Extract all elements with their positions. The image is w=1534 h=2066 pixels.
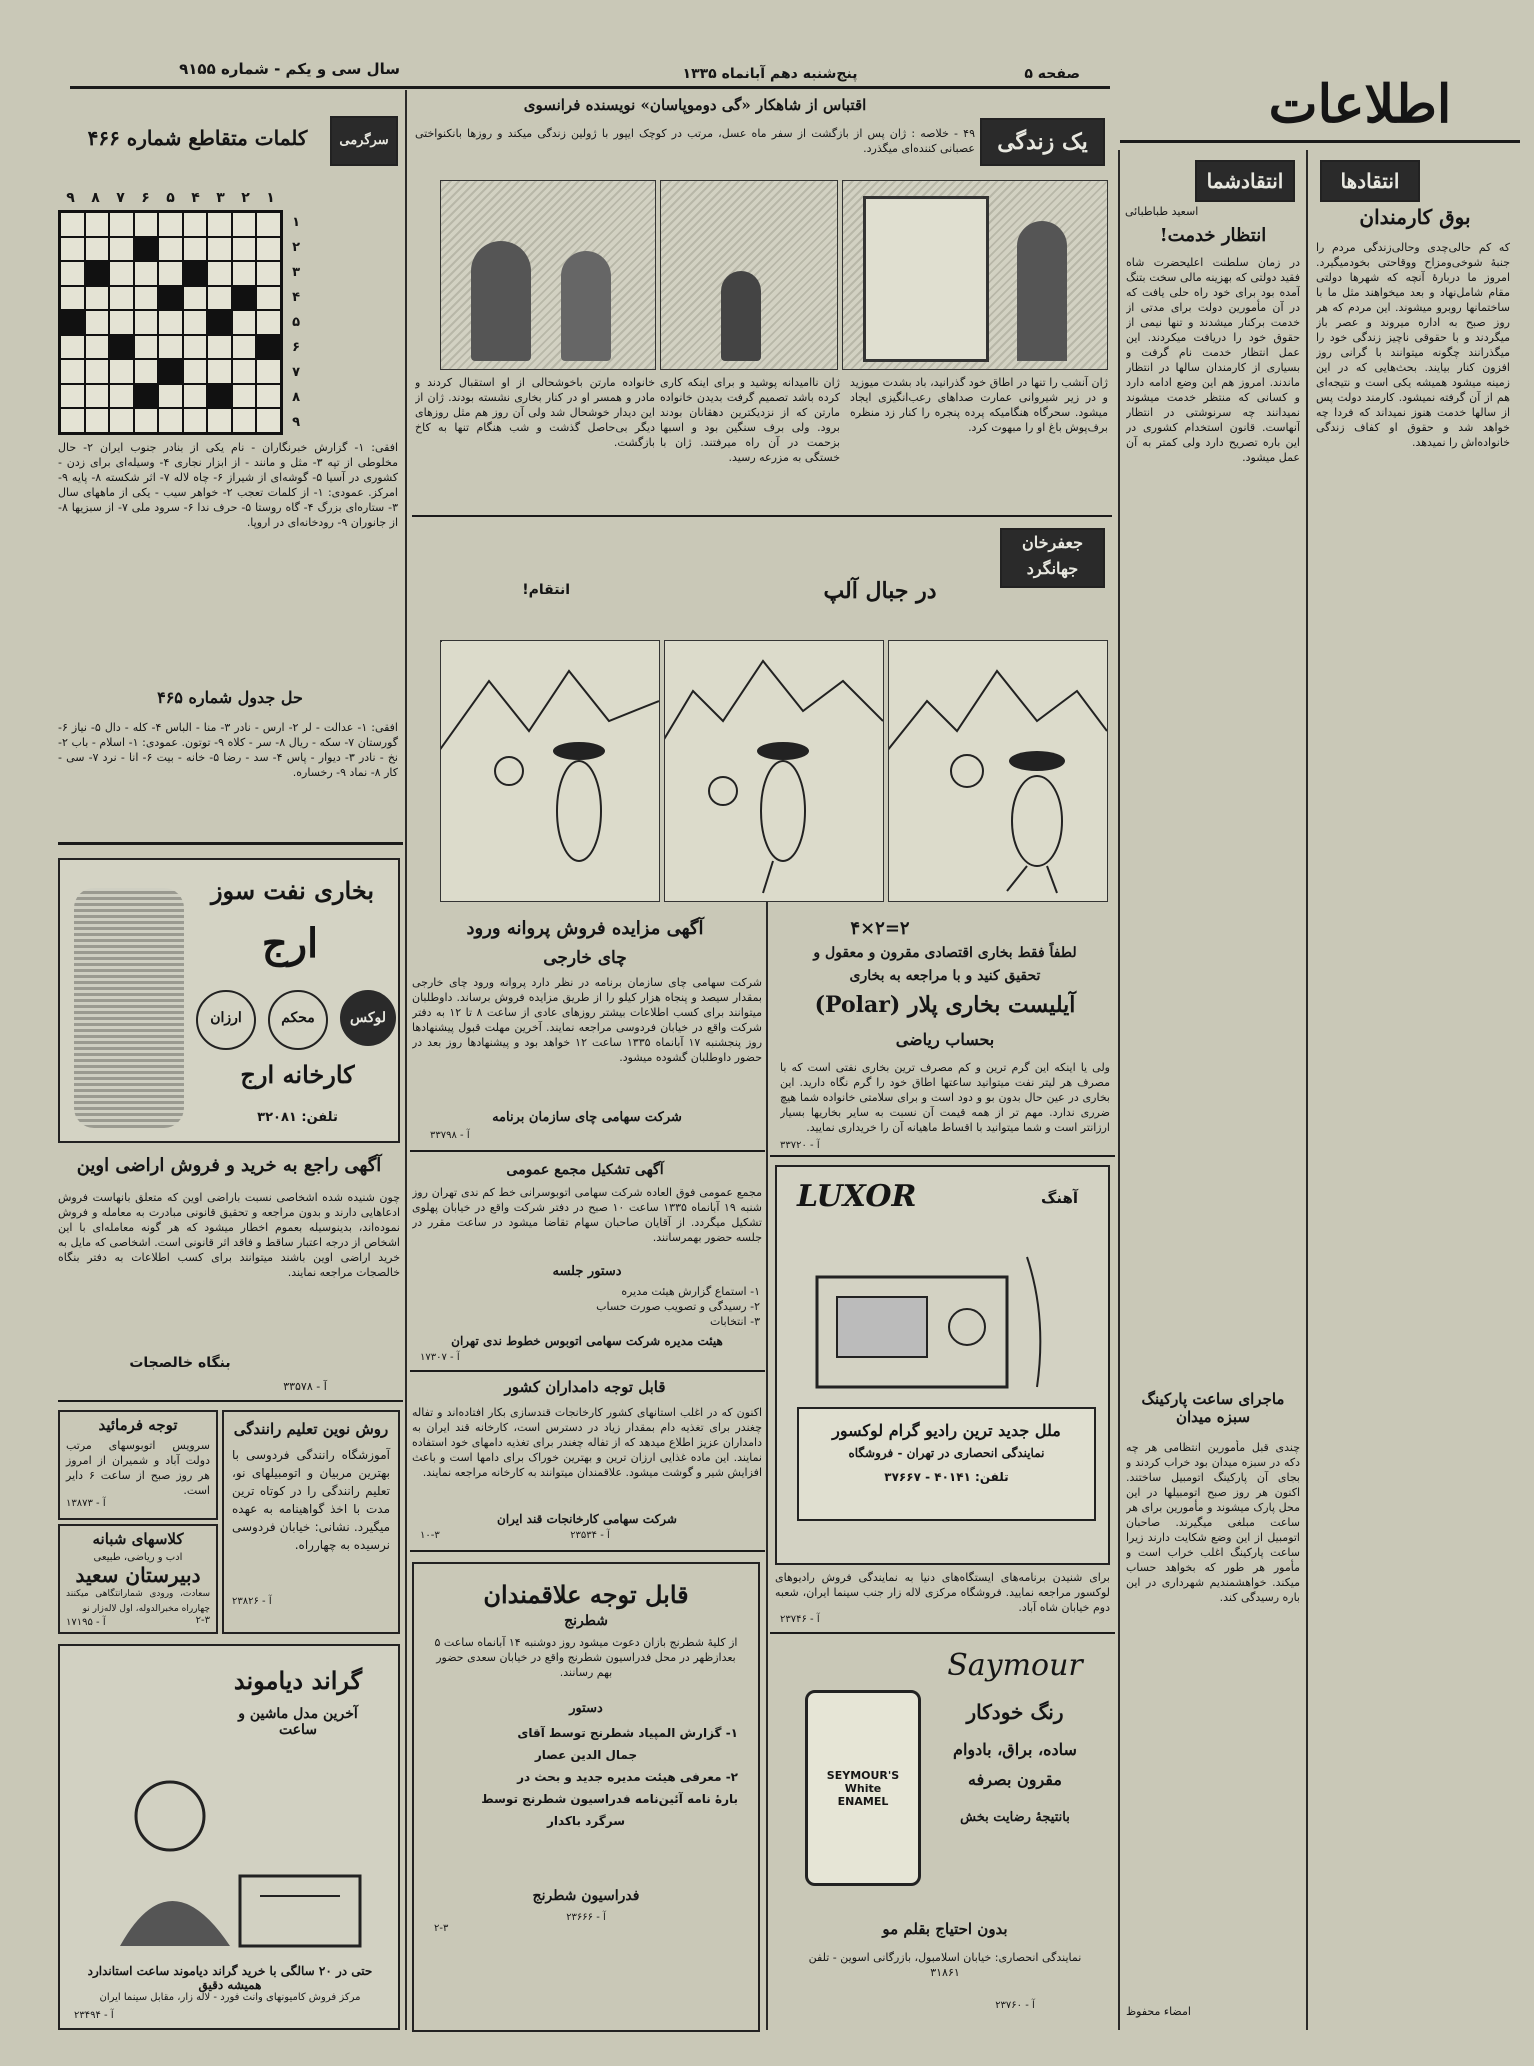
row-number: ۹ bbox=[292, 415, 300, 430]
agenda-item: سرگرد باکدار bbox=[547, 1814, 625, 1828]
sugar-signer: شرکت سهامی کارخانجات قند ایران bbox=[497, 1512, 677, 1526]
crossword-cell bbox=[134, 212, 159, 237]
crossword-cell bbox=[85, 261, 110, 286]
divider-4 bbox=[766, 900, 768, 2030]
heater-brand: ارج bbox=[261, 920, 319, 967]
col2-signature: امضاء محفوظ bbox=[1126, 2005, 1191, 2018]
agenda-item: بارهٔ نامه آئین‌نامه فدراسیون شطرنج توسط bbox=[481, 1792, 738, 1806]
crossword-cell bbox=[109, 359, 134, 384]
crossword-cell bbox=[232, 310, 257, 335]
crossword-cell bbox=[109, 335, 134, 360]
crossword-cell bbox=[60, 286, 85, 311]
crossword-cell bbox=[109, 286, 134, 311]
polar-body: ولی یا اینکه این گرم ترین و کم مصرف ترین بخاری نفتی است که با مصرف هر لیتر نفت میتوانید ساعتها اطاق خود را گرم نگاه دارید. این بخاری در عین حال بدون بو و دود است و برای سلامتی خانواده شما هیچ ضرری ندارد. مهم تر از همه قیمت آن نسبت به سایر بخاریها بسیار ارزانتر است و شما میتوانید با اقساط ماهیانه آن را خریداری نمایید. bbox=[780, 1061, 1110, 1134]
school-name: دبیرستان سعید bbox=[75, 1563, 201, 1587]
tea-code: آ - ۳۳۷۹۸ bbox=[430, 1130, 470, 1141]
driving-title: روش نوین تعلیم رانندگی bbox=[233, 1420, 389, 1438]
crossword-cell bbox=[85, 237, 110, 262]
crossword-cell bbox=[60, 359, 85, 384]
crossword-solution-title: حل جدول شماره ۴۶۵ bbox=[157, 688, 303, 707]
divider-3 bbox=[405, 90, 407, 2030]
crossword-cell bbox=[207, 237, 232, 262]
story-panel-2 bbox=[660, 180, 838, 370]
crossword-cell bbox=[207, 408, 232, 433]
luxor-footer: برای شنیدن برنامه‌های ایستگاه‌های دنیا به نمایندگی فروش رادیوهای لوکسور مراجعه نمایید. فروشگاه مرکزی لاله زار جنب سینما ایران، شعبه دوم خیابان شاه آباد. bbox=[775, 1571, 1110, 1614]
land-body: چون شنیده شده اشخاصی نسبت باراضی اوین که متعلق بانهاست فروش ادعاهایی دارند و بدون مراجعه و تحقیق قانونی مبادرت به معامله و فروش نموده‌اند، بدینوسیله بعموم اخطار میشود که هر گونه معامله‌ای با این اشخاص از درجه اعتبار ساقط و فاقد اثر قانونی است. اشخاصی که مایل به خرید اراضی اوین باشند میتوانند برای کسب اطلاعات به دفتر بنگاه خالصجات مراجعه نمایند. bbox=[58, 1191, 400, 1279]
chess-title: قابل توجه علاقمندان bbox=[483, 1580, 689, 1609]
chess-num: ۲-۳ bbox=[434, 1923, 449, 1934]
assembly-agenda bbox=[560, 1284, 760, 1329]
heater-title: بخاری نفت سوز bbox=[210, 876, 375, 905]
crossword-cell bbox=[134, 408, 159, 433]
saymour-code: آ - ۲۳۷۶۰ bbox=[995, 2000, 1035, 2011]
agenda-item: ۲- رسیدگی و تصویب صورت حساب bbox=[596, 1300, 760, 1313]
luxor-phone: تلفن: ۴۰۱۴۱ - ۳۷۶۶۷ bbox=[884, 1470, 1009, 1484]
crossword-cell bbox=[85, 335, 110, 360]
crossword-cell bbox=[158, 286, 183, 311]
col-number: ۸ bbox=[91, 190, 100, 206]
crossword-cell bbox=[183, 212, 208, 237]
heater-word: محکم bbox=[268, 990, 328, 1050]
grand-title: گراند دیاموند bbox=[233, 1666, 363, 1695]
col-number: ۶ bbox=[141, 190, 150, 206]
story-header: اقتباس از شاهکار «گی دوموپاسان» نویسنده فرانسوی bbox=[523, 96, 867, 114]
crossword-cell bbox=[232, 408, 257, 433]
grand-illustration bbox=[80, 1756, 380, 1956]
col-number: ۴ bbox=[191, 190, 200, 206]
sugar-code: آ - ۲۳۵۳۴ bbox=[570, 1530, 610, 1541]
saymour-line1: ساده، براق، بادوام bbox=[953, 1740, 1077, 1759]
crossword-cell bbox=[232, 359, 257, 384]
crossword-cell bbox=[158, 408, 183, 433]
crossword-cell bbox=[85, 212, 110, 237]
row-number: ۶ bbox=[292, 340, 300, 355]
driving-body: آموزشگاه رانندگی فردوسی با بهترین مربیان و اتومبیلهای نو، تعلیم رانندگی را در کوتاه ترین مدت با اخذ گواهینامه به عهده میگیرد. نشانی: خیابان فردوسی نرسیده به چهارراه. bbox=[232, 1448, 390, 1552]
crossword-cell bbox=[134, 286, 159, 311]
story-caption-3: خانواده مارتن باخوشحالی از او استقبال کردند و مادر و همسر او در کنار بخاری نشسته بودند. ژان از این دیدار خوشحال شد ولی آن روز هم مثل روزهای دیگر بی‌حاصل گذشت و شب هنگام تنها به کاخ بازگشت. bbox=[415, 376, 655, 449]
crossword-cell bbox=[183, 261, 208, 286]
comic-panel-1 bbox=[888, 640, 1108, 902]
chess-agenda-title: دستور bbox=[569, 1701, 603, 1716]
heater-word: لوکس bbox=[340, 990, 396, 1046]
crossword-grid bbox=[58, 210, 283, 435]
grand-footer: حتی در ۲۰ سالگی با خرید گراند دیاموند ساعت استاندارد همیشه دقیق bbox=[87, 1964, 373, 1992]
page-number: صفحه ۵ bbox=[1024, 66, 1080, 82]
crossword-title: کلمات متقاطع شماره ۴۶۶ bbox=[87, 126, 308, 150]
chess-ad bbox=[412, 1562, 760, 2032]
tea-title: آگهی مزایده فروش پروانه ورود bbox=[466, 918, 704, 939]
col2-sub-body: چندی قبل مأمورین انتظامی هر چه دکه در سبزه میدان بود خراب کردند و بجای آن پارکینگ اتومبیل ساختند. اکنون هر روز صبح اتومبیلها در این محل پارک میشوند و مأمورین برای هر ساعت مبلغی میگیرند. صاحبان اتومبیل از این وضع شکایت دارند زیرا ساعت پارکینگ اغلب خراب است و مأمور هر طور که بخواهد حساب میکند. خواهشمندیم شهرداری در این باره رسیدگی کند. bbox=[1126, 1441, 1300, 1604]
crossword-cell bbox=[158, 212, 183, 237]
crossword-cell bbox=[207, 335, 232, 360]
col-number: ۲ bbox=[241, 190, 250, 206]
crossword-rule bbox=[58, 842, 403, 845]
crossword-cell bbox=[158, 384, 183, 409]
crossword-cell bbox=[60, 261, 85, 286]
assembly-signer: هیئت مدیره شرکت سهامی اتوبوس خطوط ندی تهران bbox=[451, 1334, 723, 1348]
crossword-cell bbox=[85, 310, 110, 335]
crossword-cell bbox=[256, 237, 281, 262]
crossword-cell bbox=[183, 237, 208, 262]
luxor-radio-image bbox=[807, 1247, 1057, 1397]
saymour-line2: مقرون بصرفه bbox=[968, 1770, 1062, 1789]
crossword-cell bbox=[134, 335, 159, 360]
polar-product: آیلیست بخاری پلار (Polar) bbox=[814, 992, 1076, 1018]
saymour-sub: بدون احتیاج بقلم مو bbox=[882, 1920, 1008, 1938]
crossword-cell bbox=[85, 286, 110, 311]
crossword-cell bbox=[207, 384, 232, 409]
crossword-cell bbox=[134, 261, 159, 286]
heater-words bbox=[196, 990, 396, 1050]
col-number: ۳ bbox=[216, 190, 225, 206]
school-code: آ - ۱۷۱۹۵ bbox=[66, 1617, 106, 1628]
crossword-cell bbox=[158, 359, 183, 384]
school-title: کلاسهای شبانه bbox=[92, 1530, 184, 1548]
crossword-cell bbox=[109, 212, 134, 237]
story-caption-1: ژان آنشب را تنها در اطاق خود گذرانید، باد بشدت میوزید و در زیر شیروانی عمارت صداهای رعب‌انگیزی ایجاد میشود. سحرگاه هنگامیکه پرده پنجره را کنار زد منظره برف‌پوش باغ او را مبهوت کرد. bbox=[850, 376, 1108, 434]
polar-sub: بحساب ریاضی bbox=[895, 1030, 995, 1049]
heater-word: ارزان bbox=[196, 990, 256, 1050]
luxor-line2: نمایندگی انحصاری در تهران - فروشگاه bbox=[848, 1446, 1045, 1460]
polar-rule bbox=[770, 1155, 1115, 1157]
luxor-line1: ملل جدید ترین رادیو گرام لوکسور bbox=[832, 1421, 1061, 1440]
story-panel-1 bbox=[842, 180, 1108, 370]
crossword-cell bbox=[60, 237, 85, 262]
story-tag: یک زندگی bbox=[980, 118, 1105, 166]
chess-signer: فدراسیون شطرنج bbox=[532, 1888, 640, 1904]
saymour-can bbox=[805, 1690, 921, 1886]
saymour-line3: بانتیجهٔ رضایت بخش bbox=[960, 1810, 1070, 1825]
heater-phone: تلفن: ۳۲۰۸۱ bbox=[257, 1110, 338, 1125]
school-num: ۲-۳ bbox=[195, 1615, 210, 1626]
assembly-agenda-title: دستور جلسه bbox=[552, 1264, 622, 1279]
crossword-tag: سرگرمی bbox=[330, 116, 398, 166]
grand-sub: آخرین مدل ماشین و ساعت bbox=[238, 1706, 358, 1738]
saymour-ad bbox=[775, 1640, 1110, 2030]
chess-subtitle: شطرنج bbox=[564, 1613, 608, 1629]
chess-code: آ - ۲۳۶۶۶ bbox=[566, 1912, 606, 1923]
grand-ad bbox=[58, 1644, 400, 2030]
luxor-brand: LUXOR bbox=[797, 1179, 917, 1214]
tea-rule bbox=[410, 1150, 765, 1152]
sugar-num: ۱۰-۳ bbox=[420, 1530, 440, 1541]
crossword-cell bbox=[207, 261, 232, 286]
crossword-cell bbox=[256, 286, 281, 311]
driving-code: آ - ۲۳۸۲۶ bbox=[232, 1596, 272, 1607]
crossword-cell bbox=[109, 408, 134, 433]
assembly-rule bbox=[410, 1370, 765, 1372]
crossword-cell bbox=[134, 237, 159, 262]
crossword-cell bbox=[256, 384, 281, 409]
crossword-cell bbox=[85, 408, 110, 433]
agenda-item: ۳- انتخابات bbox=[709, 1315, 760, 1328]
heater-ad bbox=[58, 858, 400, 1143]
agenda-item: ۱- استماع گزارش هیئت مدیره bbox=[621, 1285, 760, 1298]
crossword-cell bbox=[134, 384, 159, 409]
assembly-body: مجمع عمومی فوق العاده شرکت سهامی اتوبوسرانی خط کم ندی تهران روز شنبه ۱۹ آبانماه ۱۳۳۵ ساعت ۱۰ صبح در دفتر شرکت واقع در خیابان پهلوی تشکیل میگردد. از آقایان صاحبان سهام تقاضا میشود در ساعت مقرر در جلسه حضور بهمرسانند. bbox=[412, 1186, 762, 1244]
crossword-cell bbox=[158, 261, 183, 286]
story-rule bbox=[412, 515, 1112, 517]
assembly-title: آگهی تشکیل مجمع عمومی bbox=[506, 1162, 664, 1178]
heater-image bbox=[74, 888, 184, 1128]
crossword-cell bbox=[158, 310, 183, 335]
saymour-can-label: SEYMOUR'S White ENAMEL bbox=[826, 1768, 900, 1808]
luxor-code: آ - ۲۳۷۴۶ bbox=[780, 1614, 820, 1625]
crossword-cell bbox=[183, 335, 208, 360]
comic-panel-3-art bbox=[440, 641, 659, 902]
comic-panel-2 bbox=[664, 640, 884, 902]
crossword-cell bbox=[158, 237, 183, 262]
crossword-cell bbox=[256, 335, 281, 360]
crossword-cell bbox=[232, 335, 257, 360]
crossword-cell bbox=[183, 384, 208, 409]
saymour-brand: Saymour bbox=[947, 1648, 1083, 1683]
chess-agenda bbox=[414, 1716, 758, 1838]
polar-line2: تحقیق کنید و با مراجعه به بخاری bbox=[849, 968, 1041, 984]
crossword-solution: افقی: ۱- عدالت - لر ۲- ارس - نادر ۳- منا - الباس ۴- کله - دال ۵- نیاز ۶- گورستان ۷- سکه - ریال ۸- سر - کلاه ۹- توتون. عمودی: ۱- اسلام - باب ۲- نخ - نادر ۳- دیوار - پاس ۴- سد - رضا ۵- خانه - بیت ۶- انا - نرد ۷- سی - کار ۸- نماد ۹- رخساره. bbox=[58, 721, 398, 779]
luxor-rule bbox=[770, 1632, 1115, 1634]
crossword-cell bbox=[183, 310, 208, 335]
comic-number: انتقام! bbox=[522, 582, 570, 598]
heater-factory: کارخانه ارج bbox=[240, 1060, 355, 1089]
crossword-cell bbox=[256, 310, 281, 335]
saymour-title: رنگ خودکار bbox=[966, 1700, 1064, 1724]
crossword-cell bbox=[183, 408, 208, 433]
comic-panel-2-art bbox=[664, 641, 883, 902]
comic-panel-3 bbox=[440, 640, 660, 902]
crossword-cell bbox=[60, 212, 85, 237]
crossword-cell bbox=[232, 384, 257, 409]
col2-author: اسعید طباطبائی bbox=[1125, 205, 1199, 218]
grand-code: آ - ۲۳۴۹۴ bbox=[74, 2010, 114, 2021]
row-number: ۷ bbox=[292, 365, 300, 380]
crossword-cell bbox=[256, 261, 281, 286]
story-caption-2: ژان ناامیدانه پوشید و برای اینکه کاری کرده باشد تصمیم گرفت بدیدن خانواده مارتن که از نزدیکترین دهقانان بودند برود. ولی برف سنگین بود و اسبها بزحمت در آن راه میرفتند. ژان با خستگی به مزرعه رسید. bbox=[660, 376, 840, 464]
crossword-cell bbox=[158, 335, 183, 360]
notice1-title: توجه فرمائید bbox=[98, 1416, 178, 1434]
editorial-title: بوق کارمندان bbox=[1359, 205, 1471, 229]
school-ad bbox=[58, 1524, 218, 1634]
editorial-tag: انتقادها bbox=[1320, 160, 1420, 202]
crossword-cell bbox=[85, 384, 110, 409]
crossword-cell bbox=[109, 384, 134, 409]
comic-panel-1-art bbox=[888, 641, 1107, 902]
row-number: ۴ bbox=[292, 290, 300, 305]
crossword-cell bbox=[134, 310, 159, 335]
agenda-item: جمال الدین عصار bbox=[534, 1748, 638, 1762]
crossword-cell bbox=[232, 286, 257, 311]
col-number: ۹ bbox=[66, 190, 75, 206]
crossword-cell bbox=[232, 212, 257, 237]
story-panel-3 bbox=[440, 180, 656, 370]
story-summary: ۴۹ - خلاصه : ژان پس از بازگشت از سفر ماه عسل، مرتب در کوچک ایپور با ژولین زندگی میکند و روزها بانکنواختی عصبانی کننده‌ای میگذرد. bbox=[415, 127, 975, 155]
driving-ad bbox=[222, 1410, 400, 1634]
masthead-rule bbox=[70, 86, 1110, 89]
sugar-title: قابل توجه دامداران کشور bbox=[504, 1378, 666, 1396]
crossword-cell bbox=[207, 212, 232, 237]
crossword-cell bbox=[256, 408, 281, 433]
issue-number: سال سی و یکم - شماره ۹۱۵۵ bbox=[179, 60, 400, 78]
saymour-footer: نمایندگی انحصاری: خیابان اسلامبول، بازرگانی اسوین - تلفن ۳۱۸۶۱ bbox=[808, 1951, 1082, 1979]
polar-banner: ۴×۲=۲ bbox=[850, 918, 910, 939]
crossword-cell bbox=[109, 261, 134, 286]
row-number: ۳ bbox=[292, 265, 300, 280]
col-number: ۷ bbox=[116, 190, 125, 206]
land-title: آگهی راجع به خرید و فروش اراضی اوین bbox=[76, 1155, 382, 1176]
crossword-cell bbox=[109, 237, 134, 262]
issue-date: پنج‌شنبه دهم آبانماه ۱۳۳۵ bbox=[682, 66, 858, 82]
polar-line1: لطفاً فقط بخاری اقتصادی مقرون و معقول و bbox=[813, 945, 1077, 961]
col2-sub-title: ماجرای ساعت پارکینگ سبزه میدان bbox=[1141, 1390, 1285, 1426]
comic-subtitle: در جبال آلپ bbox=[823, 578, 937, 604]
row-number: ۱ bbox=[292, 215, 300, 230]
masthead-rule-2 bbox=[1120, 140, 1520, 143]
masthead-logo: اطلاعات bbox=[1268, 74, 1452, 135]
col2-title: انتظار خدمت! bbox=[1159, 225, 1267, 246]
col2-body: در زمان سلطنت اعلیحضرت شاه فقید دولتی که بهزینه مالی سخت بتنگ آمده بود برای خود راه حلی یافت که در آن مأمورین دولت برای مدتی از خدمت برکنار میشدند و تنها نیمی از حقوق خود را دریافت میکردند. این عمل انتظار خدمت نام گرفت و بسیاری از کارمندان سالها در انتظار ماندند. امروز هم این وضع ادامه دارد و کسانی که منتظر خدمت میشوند نمیدانند چه سرنوشتی در انتظار آنهاست. قانون استخدام کشوری در این باره تصریح دارد ولی کمتر به آن عمل میشود. bbox=[1126, 256, 1300, 464]
agenda-item: ۱- گزارش المپیاد شطرنج توسط آقای bbox=[517, 1726, 738, 1740]
land-code: آ - ۳۳۵۷۸ bbox=[283, 1380, 327, 1393]
crossword-cell bbox=[134, 359, 159, 384]
tea-body: شرکت سهامی چای سازمان برنامه در نظر دارد پروانه ورود چای خارجی بمقدار سیصد و پنجاه هزار کیلو را از طریق مزایده فروش برساند. داوطلبان میتوانند برای کسب اطلاعات بیشتر روزهای عادی از ساعت ۸ تا ۱۲ به دفتر شرکت واقع در خیابان فردوسی مراجعه نمایند. آخرین مهلت قبول پیشنهادها روز پنجشنبه ۱۷ آبانماه ۱۳۳۵ ساعت ۱۲ خواهد بود و پیشنهادها روز بعد در حضور داوطلبان گشوده میشود. bbox=[412, 976, 762, 1064]
sugar-body: اکنون که در اغلب استانهای کشور کارخانجات قندسازی بکار افتاده‌اند و تفاله چغندر برای تغذیه دام بمقدار زیاد در دسترس است، کارخانه قند ایران به دامداران عزیز اطلاع میدهد که از تفاله چغندر برای تغذیه دامهای خود استفاده نمایند. این ماده غذایی ارزان ترین و بهترین خوراک برای دامها است و باعث افزایش شیر و گوشت میشود. علاقمندان میتوانند به کارخانه مراجعه نمایند. bbox=[412, 1406, 762, 1479]
crossword-cell bbox=[256, 359, 281, 384]
divider-2 bbox=[1118, 150, 1120, 2030]
luxor-ad bbox=[775, 1165, 1110, 1565]
crossword-row-numbers bbox=[284, 210, 300, 435]
crossword-cell bbox=[60, 408, 85, 433]
notice1-ad bbox=[58, 1410, 218, 1520]
tea-signer: شرکت سهامی چای سازمان برنامه bbox=[492, 1110, 682, 1125]
assembly-code: آ - ۱۷۳۰۷ bbox=[420, 1352, 460, 1363]
school-body: سعادت، ورودی شمارانتگاهی میکنند چهارراه مخبرالدوله، اول لاله‌زار نو bbox=[66, 1589, 210, 1614]
crossword-cell bbox=[256, 212, 281, 237]
crossword-cell bbox=[232, 237, 257, 262]
editorial-body: که کم حالی‌چدی وحالی‌زندگی مردم را جنبهٔ شوخی‌ومزاح ووقاحتی بخودمیگیرد. امروز ما دربارهٔ آنچه که شهرها دولتی مقام شامل‌نهاد و بعد میخواهند مثل ما با ساختمانها روبرو میشوند. این مردم که هر روز صبح به اداره میروند و عصر باز میگردند و با حقوقی ناچیز زندگی خود را میگذرانند چگونه میتوانند با گرانی روز افزون کنار بیایند. بحث‌هایی که در این زمینه میشود همیشه یکی است و نتیجه‌ای هم از آن گرفته نمیشود. کارمند دولت پس از سالها خدمت هنوز نمیداند که فردا چه خواهد شد و حقوق او کفاف زندگی خانواده‌اش را نمیدهد. bbox=[1316, 241, 1510, 449]
crossword-cell bbox=[183, 286, 208, 311]
row-number: ۲ bbox=[292, 240, 300, 255]
school-sub: ادب و ریاضی، طبیعی bbox=[93, 1552, 183, 1563]
crossword-cell bbox=[207, 310, 232, 335]
chess-body: از کلیهٔ شطرنج بازان دعوت میشود روز دوشنبه ۱۴ آبانماه ساعت ۵ بعدازظهر در محل فدراسیون شطرنج واقع در خیابان سعدی حضور بهم رسانند. bbox=[434, 1636, 738, 1679]
crossword-cell bbox=[183, 359, 208, 384]
sugar-rule bbox=[410, 1550, 765, 1552]
luxor-model: آهنگ bbox=[1040, 1189, 1078, 1207]
crossword-cell bbox=[60, 335, 85, 360]
agenda-item: ۲- معرفی هیئت مدیره جدید و بحث در bbox=[517, 1770, 738, 1784]
comic-panel-4 bbox=[440, 640, 442, 642]
comic-title: جعفرخان جهانگرد bbox=[1000, 528, 1105, 588]
crossword-cell bbox=[85, 359, 110, 384]
notice1-body: سرویس اتوبوسهای مرتب دولت آباد و شمیران از امروز هر روز صبح از ساعت ۶ دایر است. bbox=[66, 1439, 210, 1497]
crossword-cell bbox=[109, 310, 134, 335]
grand-address: مرکز فروش کامیونهای وانت فورد - لاله زار، مقابل سینما ایران bbox=[99, 1992, 361, 2003]
crossword-col-numbers bbox=[58, 190, 283, 206]
luxor-info-box bbox=[797, 1407, 1096, 1521]
row-number: ۸ bbox=[292, 390, 300, 405]
col-number: ۱ bbox=[266, 190, 275, 206]
crossword-cell bbox=[60, 310, 85, 335]
crossword-cell bbox=[207, 359, 232, 384]
crossword-clues: افقی: ۱- گزارش خبرنگاران - نام یکی از بنادر جنوب ایران ۲- حال مخلوطی از تپه ۳- مثل و مانند - از ابزار نجاری ۴- وسیله‌ای برای زدن - کشوری در آسیا ۵- گوشه‌ای از شیراز ۶- چاه لاله ۷- اثر شکسته ۸- پایه ۹- امرکز. عمودی: ۱- از کلمات تعجب ۲- خواهر سیب - یکی از ماههای سال ۳- ستاره‌ای بزرگ ۴- گاه روستا ۵- حرف ندا ۶- سرود ملی ۷- از سبزیها ۸- از جانوران ۹- رودخانه‌ای در اروپا. bbox=[58, 441, 398, 529]
land-rule bbox=[58, 1400, 403, 1402]
polar-code: آ - ۳۳۷۲۰ bbox=[780, 1140, 820, 1151]
land-signer: بنگاه خالصجات bbox=[129, 1355, 231, 1371]
divider-1 bbox=[1306, 150, 1308, 2030]
row-number: ۵ bbox=[292, 315, 300, 330]
crossword-cell bbox=[232, 261, 257, 286]
col2-tag: انتقادشما bbox=[1195, 160, 1295, 202]
crossword-cell bbox=[60, 384, 85, 409]
col-number: ۵ bbox=[166, 190, 175, 206]
notice1-code: آ - ۱۳۸۷۳ bbox=[66, 1498, 106, 1509]
crossword-cell bbox=[207, 286, 232, 311]
tea-subtitle: چای خارجی bbox=[543, 948, 627, 968]
